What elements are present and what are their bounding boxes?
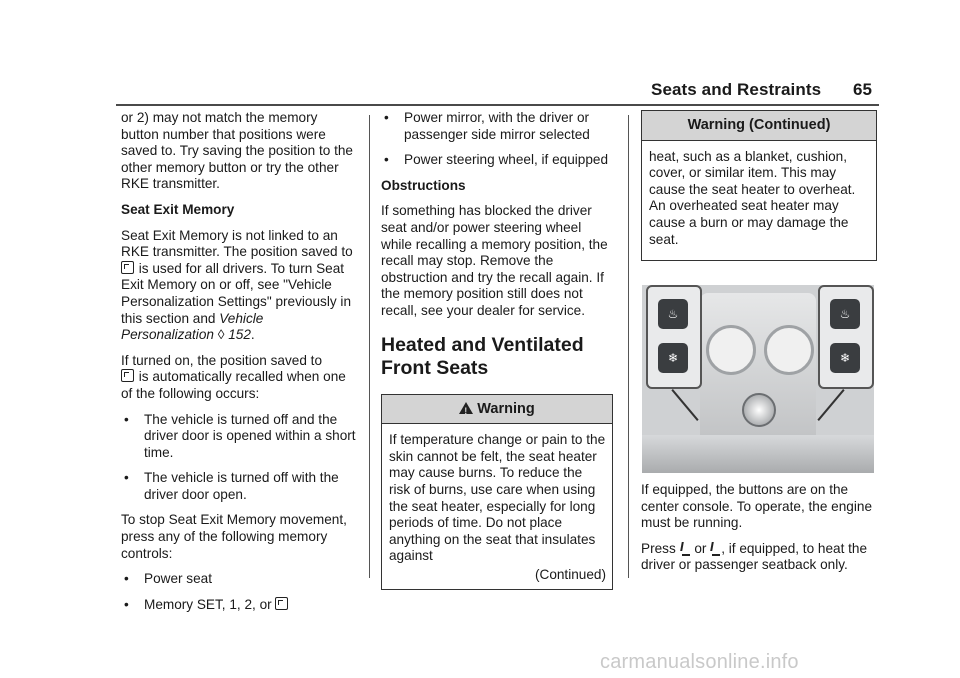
list-item-text: Power steering wheel, if equipped xyxy=(404,152,609,168)
warning-body xyxy=(382,424,612,589)
cupholder xyxy=(706,325,756,375)
list-item-text: The vehicle is turned off and the driver door is opened within a short time. xyxy=(144,411,356,460)
memory-button-icon xyxy=(121,261,134,274)
page-header xyxy=(0,0,960,106)
warning-text: If temperature change or pain to the skin cannot be felt, the seat heater may cause burns. To reduce the risk of burns, use care when using the seat heater, especially for long periods of time. Do not place anything on the seat that insulates against xyxy=(389,432,606,564)
section-heading xyxy=(381,334,613,380)
bullet-dot: • xyxy=(124,411,129,427)
cupholder xyxy=(764,325,814,375)
text-span: is used for all drivers. To turn Seat Exit Memory on or off, see "Vehicle Personalization Settings" previously in this section and xyxy=(121,260,351,326)
warning-body xyxy=(642,141,876,261)
text-span: Press xyxy=(641,540,676,556)
column-divider xyxy=(369,115,370,578)
text-span: , if equipped, to heat the driver or passenger seatback only. xyxy=(641,540,868,573)
list-item-text: Power seat xyxy=(144,571,213,587)
heading-line: Heated and Ventilated xyxy=(381,333,584,356)
column-1 xyxy=(121,110,356,622)
list-item-text: Memory SET, 1, 2, or xyxy=(144,596,272,612)
list-item-text: The vehicle is turned off with the driver door open. xyxy=(144,470,339,502)
header-rule xyxy=(116,104,879,106)
list-item xyxy=(381,152,613,169)
paragraph: If equipped, the buttons are on the center console. To operate, the engine must be running. xyxy=(641,482,873,531)
list-item xyxy=(121,597,356,614)
list-item xyxy=(121,412,356,462)
paragraph: Seat Exit Memory is not linked to an RKE transmitter. The position saved to is used for all drivers. To turn Seat Exit Memory on or off, see "Vehicle Personalization Settings" previously in this section and Vehicle Personalization ◊ 152. xyxy=(121,227,353,343)
memory-button-icon xyxy=(275,597,288,610)
column-3 xyxy=(641,110,877,261)
bullet-dot: • xyxy=(384,152,389,168)
seat-exit-memory-heading: Seat Exit Memory xyxy=(121,201,235,217)
memory-button-icon xyxy=(121,369,134,382)
text-span: or xyxy=(694,540,707,556)
seat-cushion xyxy=(642,435,874,473)
list-item xyxy=(121,470,356,503)
bullet-dot: • xyxy=(124,571,129,587)
right-button-panel xyxy=(818,285,874,389)
paragraph xyxy=(641,541,877,574)
leader-line xyxy=(671,389,698,421)
left-button-panel xyxy=(646,285,702,389)
paragraph xyxy=(121,353,356,403)
paragraph: To stop Seat Exit Memory movement, press any of the following memory controls: xyxy=(121,512,347,561)
column-2 xyxy=(381,110,613,590)
warning-continued-box xyxy=(641,110,877,261)
warning-box xyxy=(381,394,613,591)
bullet-dot: • xyxy=(384,110,389,125)
bullet-dot: • xyxy=(124,596,129,612)
leader-line xyxy=(817,389,844,421)
seat-vent-icon: ❄ xyxy=(830,343,860,373)
paragraph: or 2) may not match the memory button number that positions were saved to. Try saving the position to the other memory button or try the other RKE transmitter. xyxy=(121,110,353,192)
text-span: Seat Exit Memory is not linked to an RKE transmitter. The position saved to xyxy=(121,227,353,260)
seat-heat-icon xyxy=(680,542,691,555)
warning-title: Warning xyxy=(477,400,535,417)
warning-header xyxy=(382,395,612,425)
text-span: is automatically recalled when one of the following occurs: xyxy=(121,369,346,401)
warning-header: Warning (Continued) xyxy=(642,111,876,141)
warning-icon xyxy=(459,402,473,414)
text-span: If turned on, the position saved to xyxy=(121,352,323,368)
seat-heat-icon: ♨ xyxy=(830,299,860,329)
list-item xyxy=(381,110,613,143)
control-knob xyxy=(742,393,776,427)
reference-arrow: ◊ xyxy=(217,327,225,343)
paragraph: If something has blocked the driver seat and/or power steering wheel while recalling a memory position, the recall may stop. Remove the obstruction and try the recall again. If the memory position still does not recall, see your dealer for service. xyxy=(381,203,608,318)
vehicle-personalization-link[interactable]: Vehicle Personalization xyxy=(121,310,264,343)
center-console-photo xyxy=(642,285,874,473)
reference-page[interactable]: 152 xyxy=(228,327,251,343)
continued-label: (Continued) xyxy=(534,566,606,582)
bullet-dot: • xyxy=(124,470,129,486)
list-item-text: Power mirror, with the driver or passenger side mirror selected xyxy=(404,110,590,142)
seat-vent-icon: ❄ xyxy=(658,343,688,373)
list-item xyxy=(121,571,356,588)
seatback-heat-icon xyxy=(710,542,721,555)
column-3-lower xyxy=(641,482,877,583)
page-number: 65 xyxy=(853,80,872,99)
watermark: carmanualsonline.info xyxy=(600,651,799,673)
heading-line: Front Seats xyxy=(381,356,489,379)
section-title: Seats and Restraints xyxy=(651,80,822,99)
warning-text: heat, such as a blanket, cushion, cover, or similar item. This may cause the seat heater to overheat. An overheated seat heater may cause a burn or may damage the seat. xyxy=(649,148,856,247)
obstructions-heading: Obstructions xyxy=(381,177,466,193)
column-divider xyxy=(628,115,629,578)
seat-heat-icon: ♨ xyxy=(658,299,688,329)
